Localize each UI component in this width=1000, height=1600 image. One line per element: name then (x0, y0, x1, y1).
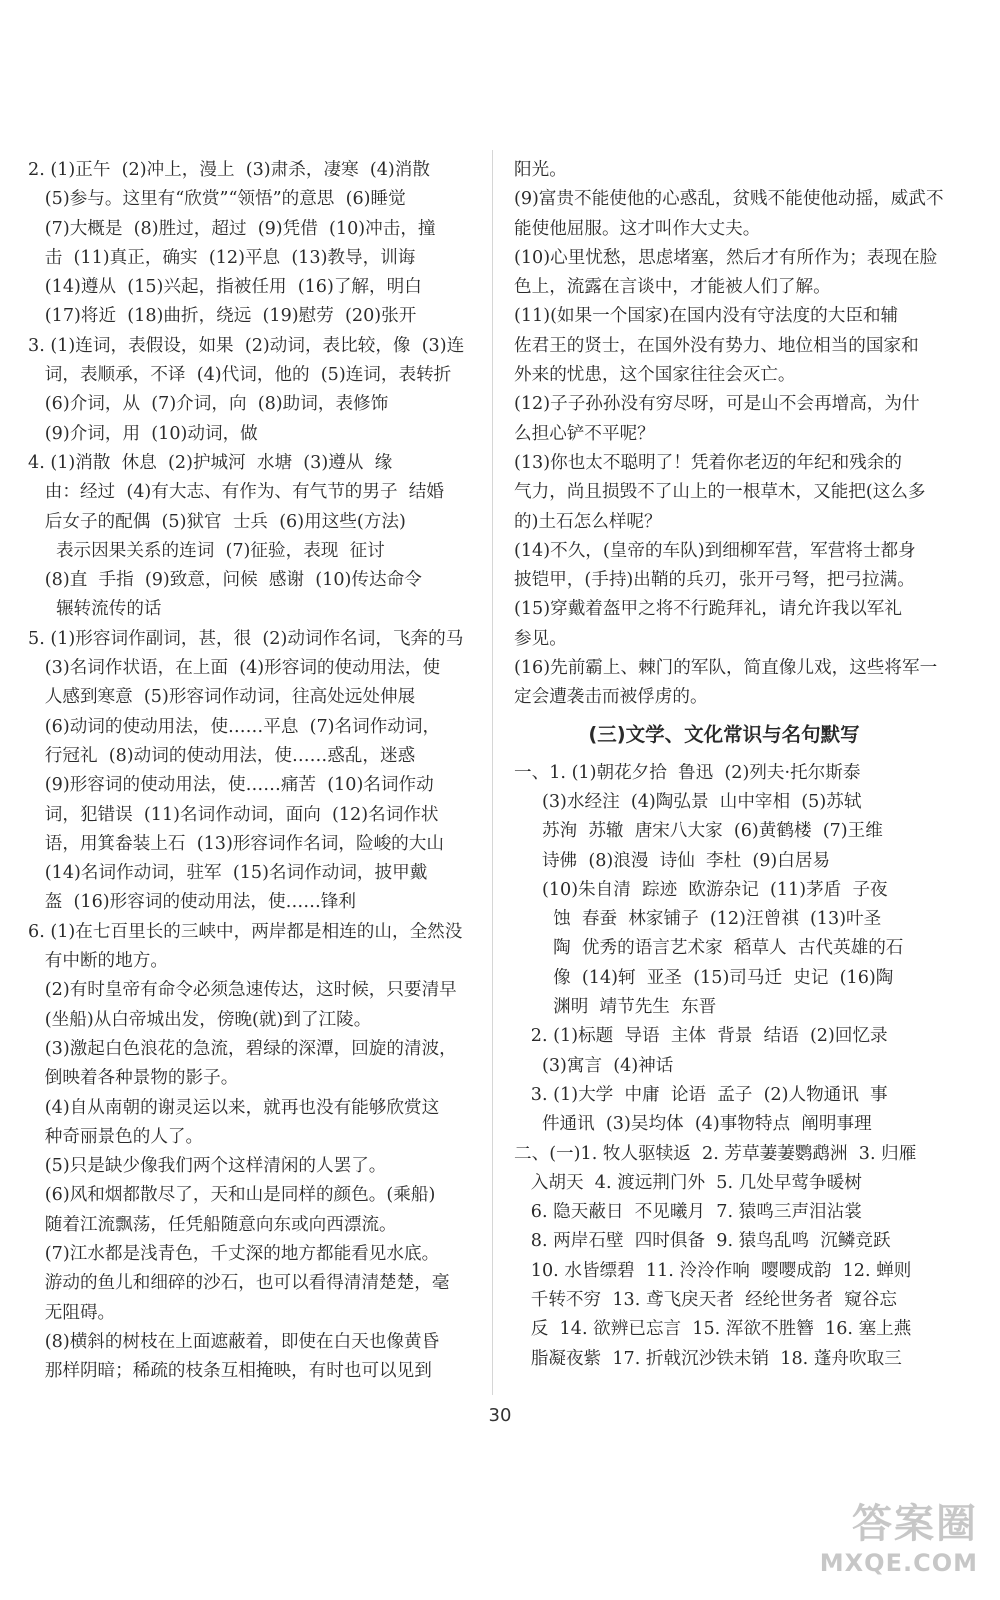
text-line: 随着江流飘荡，任凭船随意向东或向西漂流。 (28, 1214, 397, 1235)
text-line: 6. (1)在七百里长的三峡中，两岸都是相连的山，全然没 (28, 921, 463, 942)
text-line: 佐君王的贤士，在国外没有势力、地位相当的国家和 (514, 335, 919, 356)
text-line: (11)(如果一个国家)在国内没有守法度的大臣和辅 (514, 306, 899, 327)
text-line: 千转不穷 13. 鸢飞戾天者 经纶世务者 窥谷忘 (514, 1289, 898, 1310)
text-line: 种奇丽景色的人了。 (28, 1126, 204, 1147)
text-line: 人感到寒意 (5)形容词作动词，往高处远处伸展 (28, 687, 416, 708)
right-lines-bottom (514, 759, 934, 1374)
text-line: 像 (14)轲 亚圣 (15)司马迁 史记 (16)陶 (514, 967, 894, 988)
text-line: 词，犯错误 (11)名词作动词，面向 (12)名词作状 (28, 804, 439, 825)
text-line: 后女子的配偶 (5)狱官 士兵 (6)用这些(方法) (28, 511, 406, 532)
text-line: (10)心里忧愁，思虑堵塞，然后才有所作为；表现在脸 (514, 247, 938, 268)
text-line: 脂凝夜紫 17. 折戟沉沙铁未销 18. 蓬舟吹取三 (514, 1348, 902, 1369)
text-line: 能使他屈服。这才叫作大丈夫。 (514, 218, 761, 239)
text-line: 件通讯 (3)吴均体 (4)事物特点 阐明事理 (514, 1114, 872, 1135)
text-line: 3. (1)连词，表假设，如果 (2)动词，表比较，像 (3)连 (28, 335, 465, 356)
text-line: 参见。 (514, 628, 567, 649)
text-line: (7)大概是 (8)胜过，超过 (9)凭借 (10)冲击，撞 (28, 218, 436, 239)
right-column (514, 156, 944, 1374)
watermark-main-text: 答案圈 (852, 1501, 978, 1547)
text-line: 游动的鱼儿和细碎的沙石，也可以看得清清楚楚，毫 (28, 1273, 450, 1294)
text-line: 无阻碍。 (28, 1302, 116, 1323)
text-line: 阳光。 (514, 160, 567, 180)
watermark-logo (748, 1500, 978, 1590)
text-line: 5. (1)形容词作副词，甚，很 (2)动词作名词，飞奔的马 (28, 628, 464, 649)
text-line: (3)水经注 (4)陶弘景 山中宰相 (5)苏轼 (514, 791, 862, 812)
text-line: (3)寓言 (4)神话 (514, 1055, 674, 1076)
text-line: (16)先前霸上、棘门的军队，简直像儿戏，这些将军一 (514, 658, 938, 679)
text-line: (14)遵从 (15)兴起，指被任用 (16)了解，明白 (28, 277, 422, 298)
text-line: 2. (1)正午 (2)冲上，漫上 (3)肃杀，凄寒 (4)消散 (28, 160, 430, 180)
text-line: (6)动词的使动用法，使……平息 (7)名词作动词， (28, 716, 441, 737)
text-line: (9)富贵不能使他的心惑乱，贫贱不能使他动摇，威武不 (514, 189, 944, 210)
text-line: (6)风和烟都散尽了，天和山是同样的颜色。(乘船) (28, 1185, 436, 1206)
text-line: (6)介词，从 (7)介词，向 (8)助词，表修饰 (28, 394, 389, 415)
text-line: 2. (1)标题 导语 主体 背景 结语 (2)回忆录 (514, 1026, 888, 1047)
text-line: 一、1. (1)朝花夕拾 鲁迅 (2)列夫·托尔斯泰 (514, 762, 861, 783)
text-line: (3)激起白色浪花的急流，碧绿的深潭，回旋的清波， (28, 1038, 457, 1059)
text-line: (7)江水都是浅青色，千丈深的地方都能看见水底。 (28, 1243, 440, 1264)
text-line: 定会遭袭击而被俘虏的。 (514, 687, 708, 708)
text-line: 入胡天 4. 渡远荆门外 5. 几处早莺争暖树 (514, 1172, 862, 1193)
text-line: (3)名词作状语，在上面 (4)形容词的使动用法，使 (28, 658, 441, 679)
text-line: 色上，流露在言谈中，才能被人们了解。 (514, 277, 831, 298)
text-line: (14)不久，(皇帝的车队)到细柳军营，军营将士都身 (514, 540, 916, 561)
text-line: 披铠甲，(手持)出鞘的兵刃，张开弓弩，把弓拉满。 (514, 570, 915, 591)
text-line: 反 14. 欲辨已忘言 15. 浑欲不胜簪 16. 塞上燕 (514, 1319, 912, 1340)
text-line: 蚀 春蚕 林家铺子 (12)汪曾祺 (13)叶圣 (514, 909, 882, 930)
text-line: (4)自从南朝的谢灵运以来，就再也没有能够欣赏这 (28, 1097, 440, 1118)
text-line: 6. 隐天蔽日 不见曦月 7. 猿鸣三声泪沾裳 (514, 1202, 862, 1223)
text-line: 陶 优秀的语言艺术家 稻草人 古代英雄的石 (514, 938, 904, 959)
left-lines (28, 156, 476, 1386)
text-line: 么担心铲不平呢？ (514, 423, 655, 444)
text-line: (5)只是缺少像我们两个这样清闲的人罢了。 (28, 1156, 387, 1177)
text-line: 4. (1)消散 休息 (2)护城河 水塘 (3)遵从 缘 (28, 452, 393, 473)
text-line: (5)参与。这里有“欣赏”“领悟”的意思 (6)睡觉 (28, 189, 406, 210)
text-line: (9)形容词的使动用法，使……痛苦 (10)名词作动 (28, 775, 434, 796)
text-line: 渊明 靖节先生 东晋 (514, 997, 717, 1018)
text-line: 气力，尚且损毁不了山上的一根草木，又能把(这么多 (514, 482, 926, 503)
text-line: 二、(一)1. 牧人驱犊返 2. 芳草萋萋鹦鹉洲 3. 归雁 (514, 1143, 917, 1164)
right-lines-top (514, 156, 944, 713)
text-line: (8)横斜的树枝在上面遮蔽着，即使在白天也像黄昏 (28, 1331, 440, 1352)
text-line: 3. (1)大学 中庸 论语 孟子 (2)人物通讯 事 (514, 1084, 888, 1105)
text-line: (12)子子孙孙没有穷尽呀，可是山不会再增高，为什 (514, 394, 920, 415)
text-line: 行冠礼 (8)动词的使动用法，使……惑乱，迷惑 (28, 745, 416, 766)
text-line: 由：经过 (4)有大志、有作为、有气节的男子 结婚 (28, 482, 444, 503)
text-line: 苏洵 苏辙 唐宋八大家 (6)黄鹤楼 (7)王维 (514, 821, 883, 842)
text-line: (17)将近 (18)曲折，绕远 (19)慰劳 (20)张开 (28, 306, 417, 327)
text-line: 外来的忧患，这个国家往往会灭亡。 (514, 365, 796, 386)
text-line: 那样阴暗；稀疏的枝条互相掩映，有时也可以见到 (28, 1361, 432, 1382)
text-line: 语，用箕畚装上石 (13)形容词作名词，险峻的大山 (28, 833, 444, 854)
page-number: 30 (488, 1405, 512, 1426)
text-line: (9)介词，用 (10)动词，做 (28, 423, 258, 444)
text-line: 的)土石怎么样呢？ (514, 511, 662, 532)
column-divider (492, 150, 493, 1395)
text-line: 表示因果关系的连词 (7)征验，表现 征讨 (28, 540, 385, 561)
text-line: 盔 (16)形容词的使动用法，使……锋利 (28, 892, 356, 913)
text-line: 诗佛 (8)浪漫 诗仙 李杜 (9)白居易 (514, 850, 831, 871)
text-line: (10)朱自清 踪迹 欧游杂记 (11)茅盾 子夜 (514, 879, 888, 900)
text-line: 倒映着各种景物的影子。 (28, 1068, 239, 1089)
left-column (28, 156, 476, 1386)
text-line: 词，表顺承，不译 (4)代词，他的 (5)连词，表转折 (28, 365, 452, 386)
section-heading: (三)文学、文化常识与名句默写 (588, 722, 860, 746)
text-line: (8)直 手指 (9)致意，问候 感谢 (10)传达命令 (28, 570, 422, 591)
watermark-sub-text: MXQE.COM (819, 1549, 978, 1577)
section-heading-row (514, 715, 934, 755)
text-line: 击 (11)真正，确实 (12)平息 (13)教导，训诲 (28, 247, 416, 268)
text-line: (2)有时皇帝有命令必须急速传达，这时候，只要清早 (28, 980, 457, 1001)
text-line: (14)名词作动词，驻军 (15)名词作动词，披甲戴 (28, 863, 428, 884)
text-line: 8. 两岸石壁 四时俱备 9. 猿鸟乱鸣 沉鳞竞跃 (514, 1231, 891, 1252)
text-line: (13)你也太不聪明了！凭着你老迈的年纪和残余的 (514, 452, 902, 473)
text-line: 辗转流传的话 (28, 599, 162, 620)
text-line: 10. 水皆缥碧 11. 泠泠作响 嘤嘤成韵 12. 蝉则 (514, 1260, 912, 1281)
text-line: 有中断的地方。 (28, 951, 168, 972)
text-line: (15)穿戴着盔甲之将不行跪拜礼，请允许我以军礼 (514, 599, 902, 620)
text-line: (坐船)从白帝城出发，傍晚(就)到了江陵。 (28, 1009, 372, 1030)
